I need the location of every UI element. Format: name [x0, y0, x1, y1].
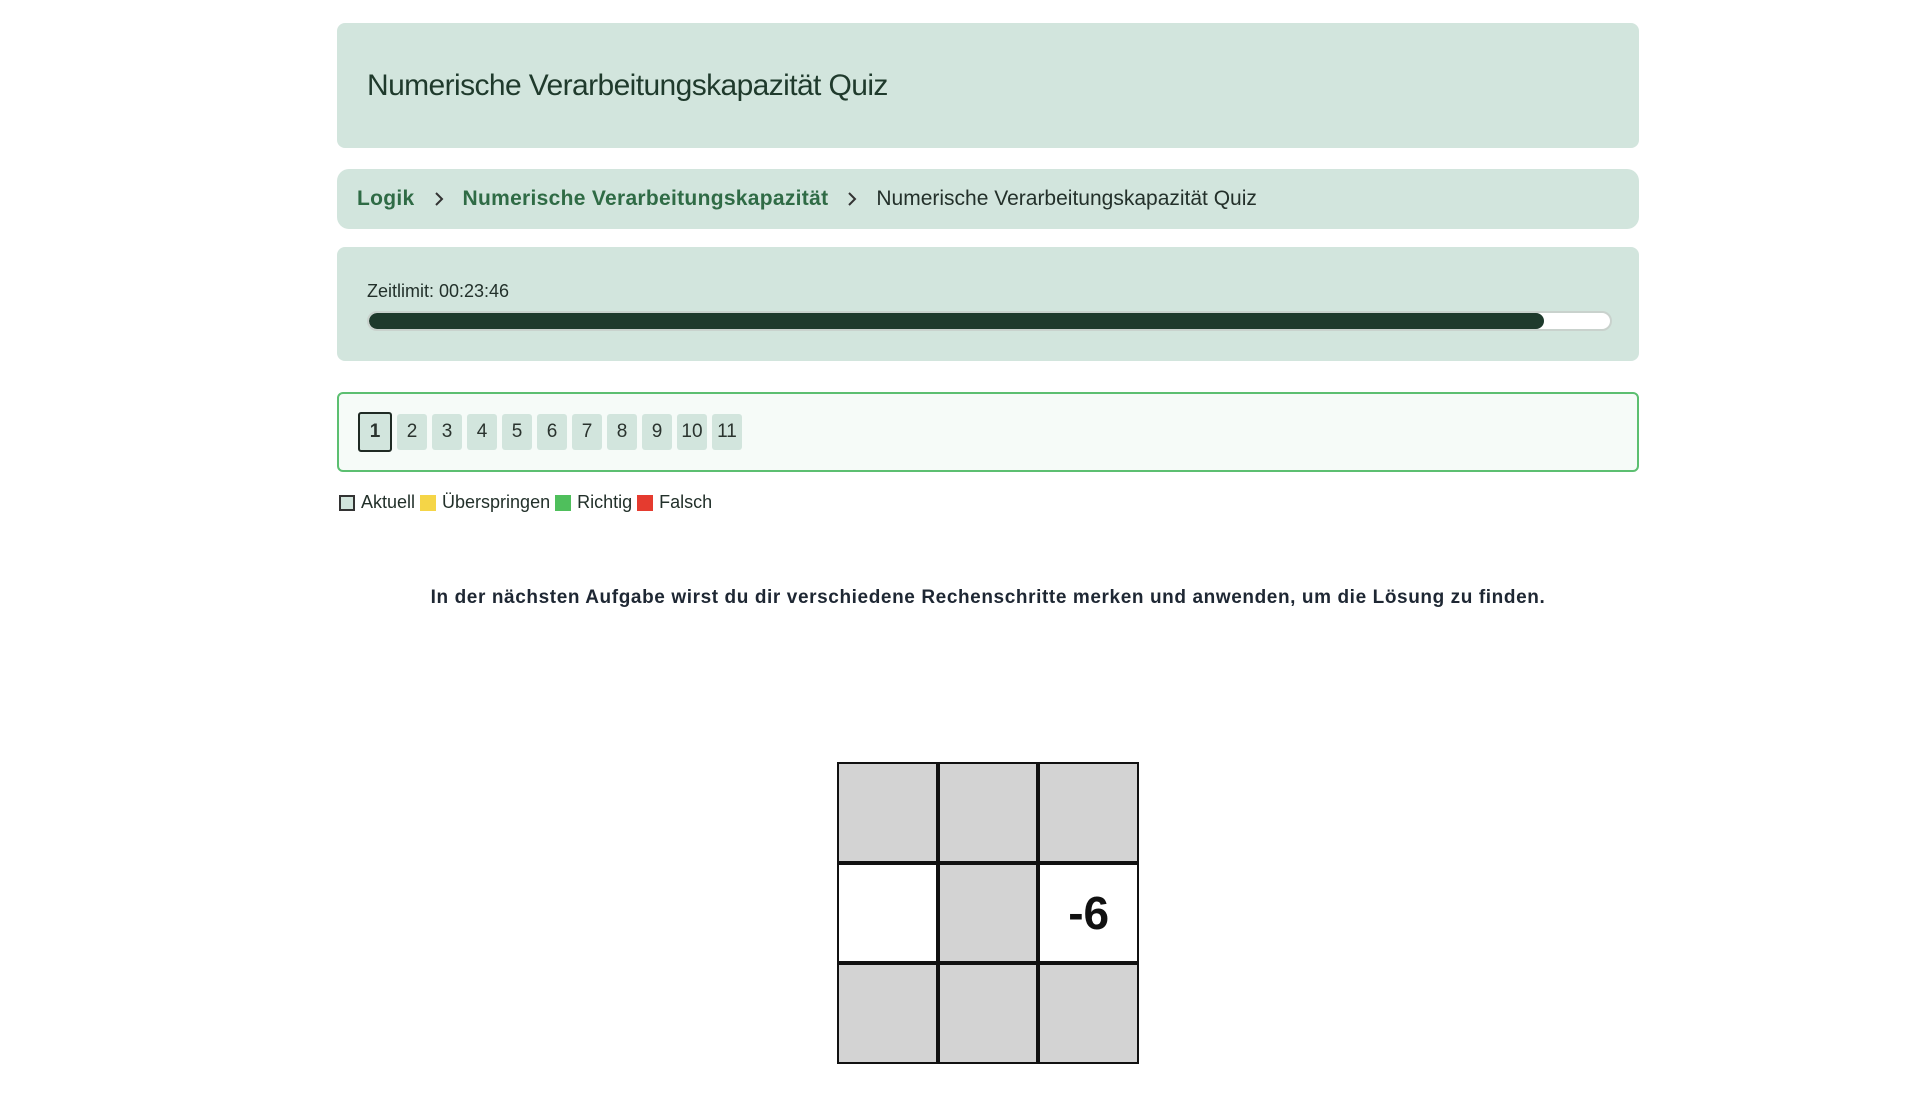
grid-cell: [1040, 764, 1137, 861]
breadcrumb-current: Numerische Verarbeitungskapazität Quiz: [876, 187, 1257, 210]
question-button-3[interactable]: 3: [432, 414, 462, 450]
question-button-1[interactable]: 1: [358, 412, 392, 452]
grid-cell: [1040, 965, 1137, 1062]
timer-card: [337, 247, 1639, 361]
question-button-9[interactable]: 9: [642, 414, 672, 450]
legend-swatch: [420, 495, 436, 511]
question-button-5[interactable]: 5: [502, 414, 532, 450]
time-progress-fill: [369, 313, 1544, 329]
legend-label: Richtig: [577, 492, 633, 512]
legend-item: [339, 492, 415, 513]
chevron-right-icon: [842, 189, 862, 209]
question-button-4[interactable]: 4: [467, 414, 497, 450]
question-button-10[interactable]: 10: [677, 414, 707, 450]
breadcrumb-link-logik[interactable]: Logik: [357, 187, 415, 210]
grid-cell: [839, 764, 936, 861]
legend-label: Überspringen: [442, 492, 551, 512]
question-button-2[interactable]: 2: [397, 414, 427, 450]
legend-item: [555, 492, 632, 513]
grid-cell: -6: [1040, 865, 1137, 962]
breadcrumb-link-category[interactable]: Numerische Verarbeitungskapazität: [462, 187, 829, 210]
question-button-6[interactable]: 6: [537, 414, 567, 450]
legend-swatch: [339, 495, 355, 511]
quiz-container: [337, 23, 1639, 609]
number-grid: [837, 762, 1139, 1064]
legend-label: Aktuell: [361, 492, 416, 512]
page-title: Numerische Verarbeitungskapazität Quiz: [367, 68, 888, 102]
title-card: [337, 23, 1639, 148]
breadcrumb: [337, 169, 1639, 229]
question-button-8[interactable]: 8: [607, 414, 637, 450]
legend-swatch: [637, 495, 653, 511]
grid-cell: [940, 865, 1037, 962]
question-button-7[interactable]: 7: [572, 414, 602, 450]
legend-item: [637, 492, 712, 513]
grid-cell: [839, 965, 936, 1062]
question-navigation: [337, 392, 1639, 472]
grid-cell: [839, 865, 936, 962]
legend-label: Falsch: [659, 492, 713, 512]
task-instruction: In der nächsten Aufgabe wirst du dir verschiedene Rechenschritte merken und anwenden, um die Lösung zu finden.: [430, 587, 1546, 608]
legend-swatch: [555, 495, 571, 511]
time-limit-label: Zeitlimit: 00:23:46: [367, 281, 510, 301]
status-legend: [339, 492, 1639, 513]
question-button-11[interactable]: 11: [712, 414, 742, 450]
grid-cell: [940, 764, 1037, 861]
time-progress-bar: [367, 311, 1612, 331]
legend-item: [420, 492, 550, 513]
grid-cell: [940, 965, 1037, 1062]
chevron-right-icon: [429, 189, 449, 209]
